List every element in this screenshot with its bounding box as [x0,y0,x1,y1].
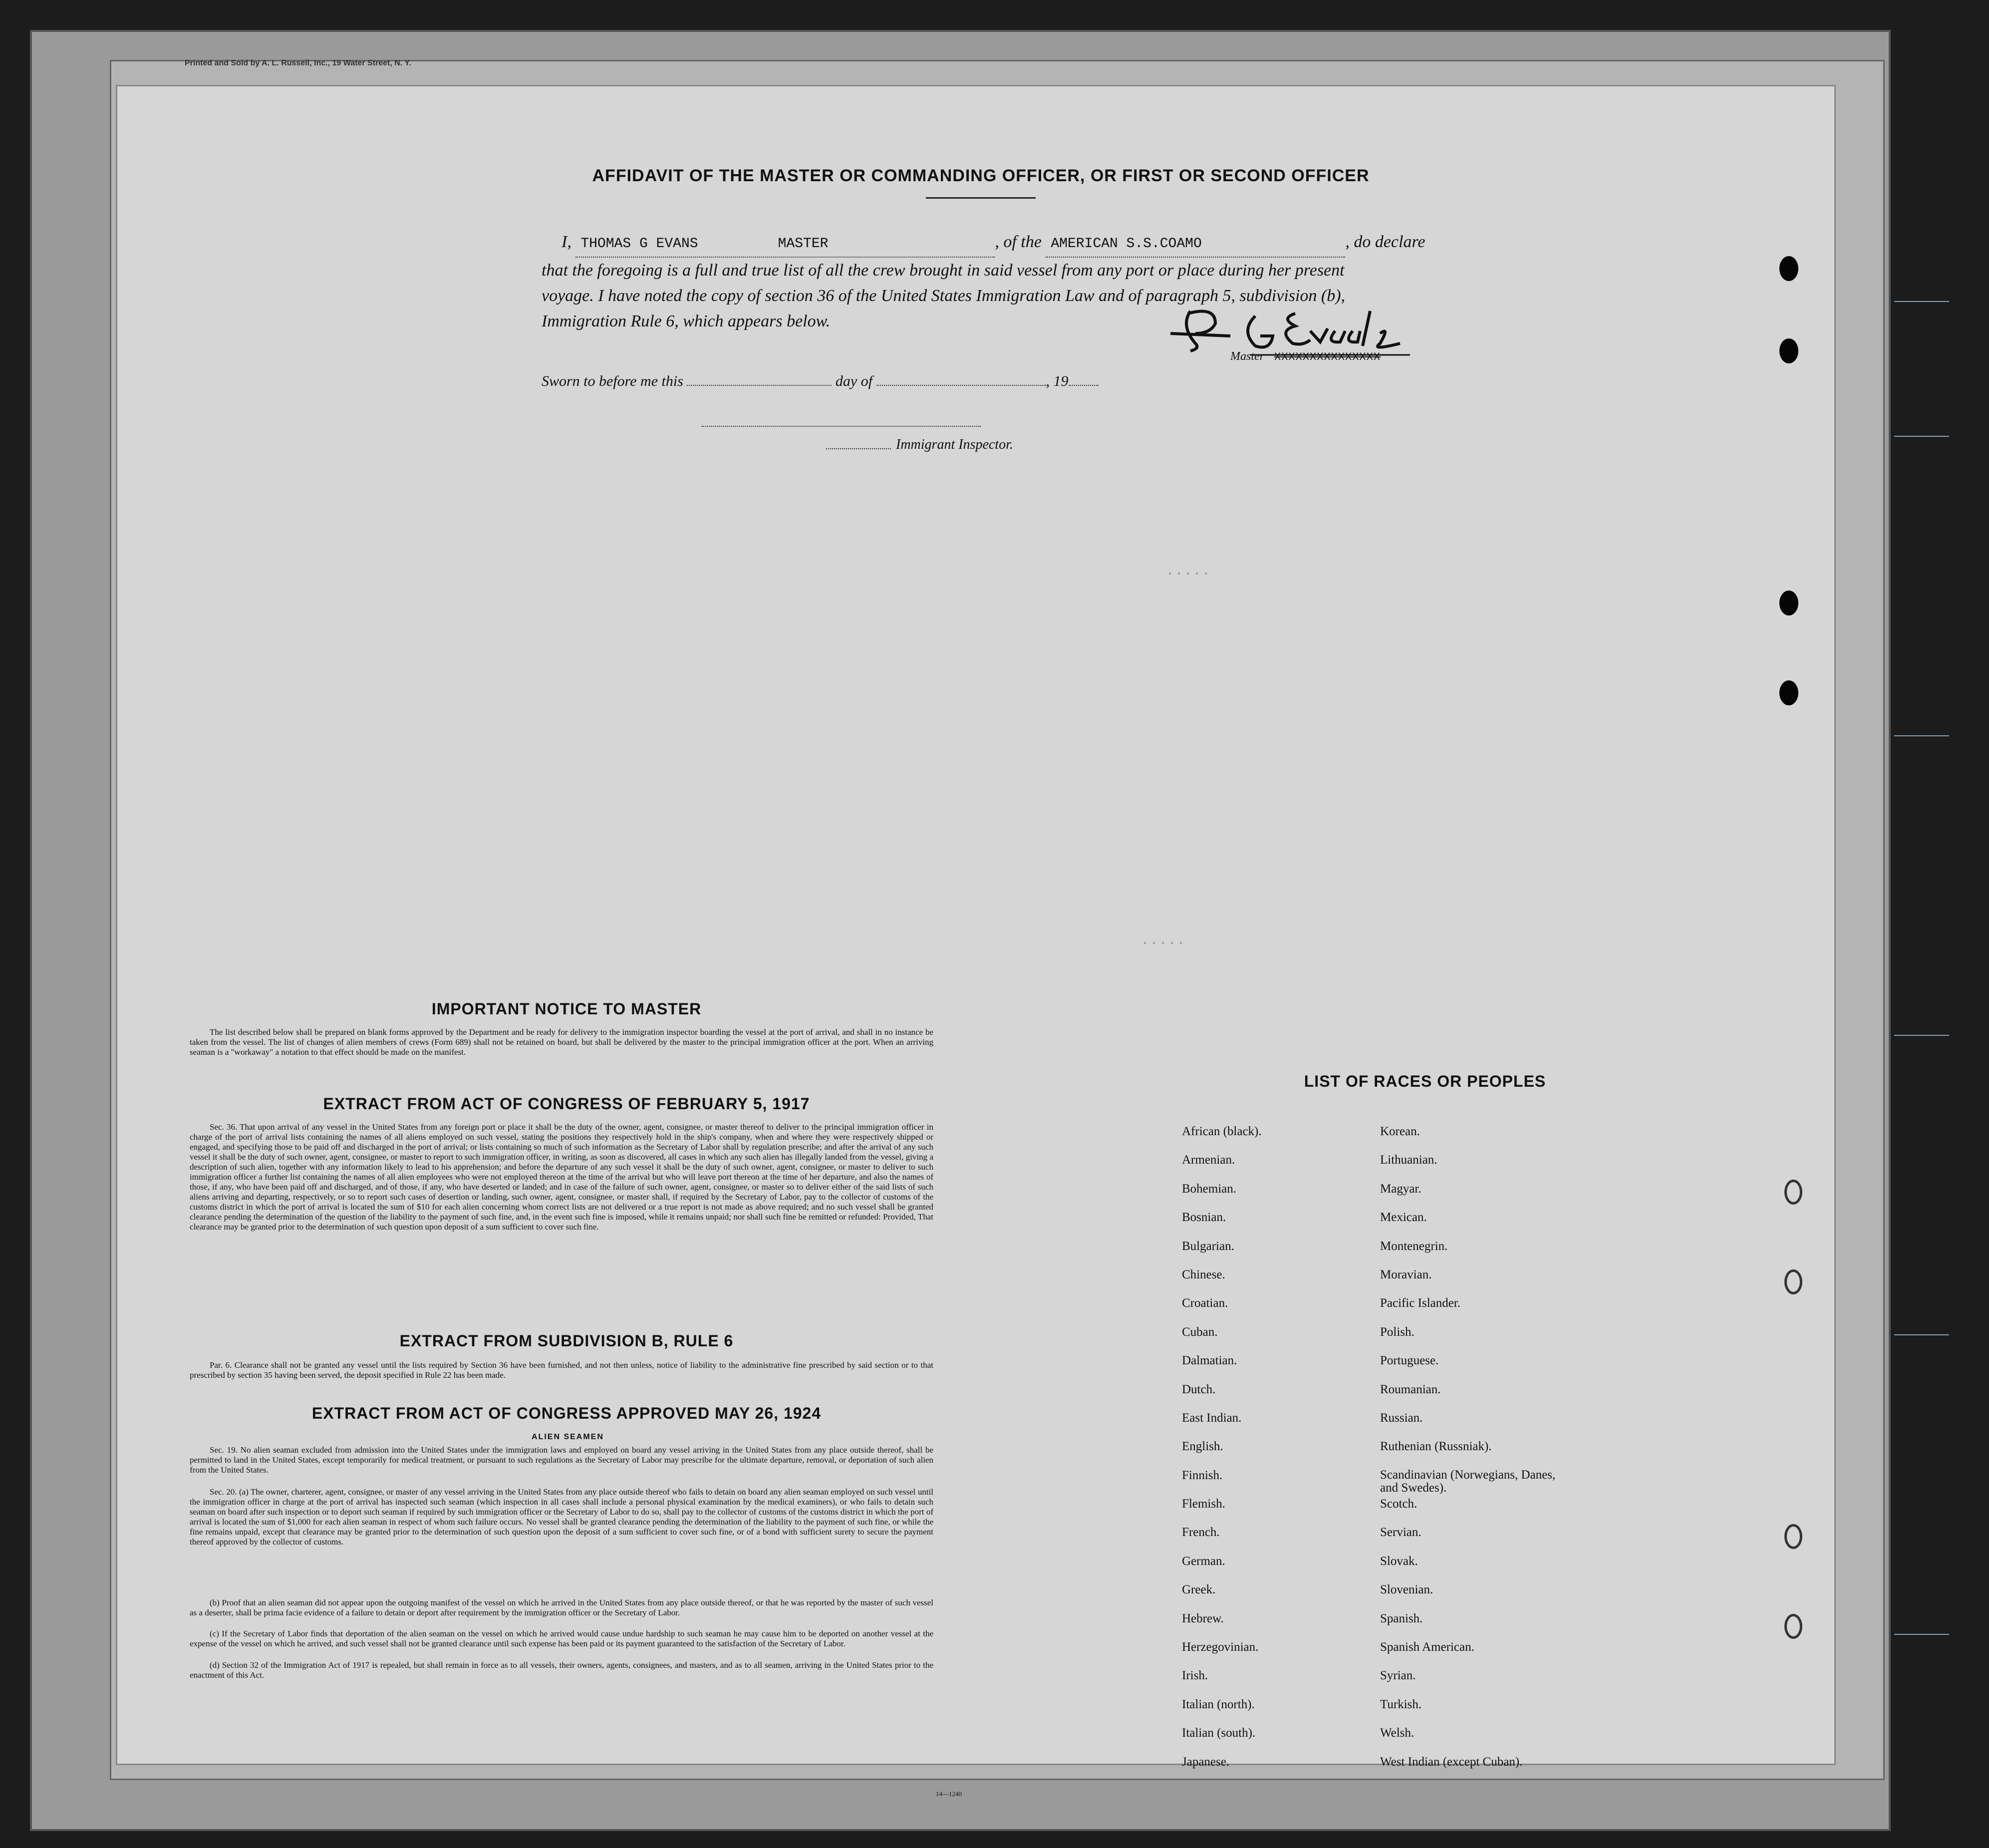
races-title: LIST OF RACES OR PEOPLES [1304,1072,1546,1090]
punch-hole-ring [1784,1269,1802,1294]
race-item: Hebrew. [1182,1611,1224,1625]
title-rule [926,197,1036,199]
punch-hole [1779,591,1798,616]
race-item: Chinese. [1182,1267,1225,1281]
printer-line: Printed and Sold by A. L. Russell, Inc., 19 Water Street, N. Y. [185,59,411,67]
i-label: I, [562,233,571,251]
declaration-line-1 [542,229,1480,258]
act-1924-sec20c: (c) If the Secretary of Labor finds that deportation of the alien seaman on the vessel on which he arrived would cause undue hardship to such seaman he may cause him to be deported on another vessel at the expense of the vessel on which he arrived, and such vessel shall not be granted clearance until such expense has been paid or its payment guaranteed to the satisfaction of the Secretary of Labor. [190,1629,933,1648]
act-1924-sec20b: (b) Proof that an alien seaman did not appear upon the outgoing manifest of the vessel on which he arrived in the United States from any place outside thereof, or that he was reported by the master of such vessel as a deserter, shall be prima facie evidence of a failure to detain or deport after requirement by the immigration officer or the Secretary of Labor. [190,1598,933,1617]
rule-6-title: EXTRACT FROM SUBDIVISION B, RULE 6 [399,1332,734,1350]
punch-hole [1779,680,1798,705]
inspector-label: Immigrant Inspector. [896,437,1013,452]
race-item: Korean. [1380,1125,1420,1138]
race-item: East Indian. [1182,1411,1242,1425]
alien-seamen-subtitle: ALIEN SEAMEN [532,1433,604,1441]
race-item: Bosnian. [1182,1211,1226,1225]
race-item: Spanish American. [1380,1640,1474,1654]
declaration-line-2: that the foregoing is a full and true list of all the crew brought in said vessel from any port or place during her present [542,261,1345,280]
race-item: Magyar. [1380,1182,1421,1196]
race-item: Moravian. [1380,1267,1432,1281]
race-item: Mexican. [1380,1211,1427,1225]
declaration-line-3: voyage. I have noted the copy of section 36 of the United States Immigration Law and of paragraph 5, subdivision (b), [542,287,1346,305]
act-1924-sec20d: (d) Section 32 of the Immigration Act of 1917 is repealed, but shall remain in force as to all vessels, their owners, agents, consignees, and masters, and as to all seamen, arriving in the United States prior to the enactment of this Act. [190,1660,933,1680]
race-item: Italian (north). [1182,1697,1255,1711]
sworn-month-blank [876,372,1046,386]
officer-rank: MASTER [778,236,829,252]
race-item: Japanese. [1182,1755,1230,1769]
race-item: Scotch. [1380,1497,1418,1511]
sworn-line [542,372,1099,390]
ruled-line [1894,735,1949,736]
inspector-signature-line [701,426,981,427]
races-left-column [1182,1125,1262,1784]
race-item: Welsh. [1380,1726,1415,1740]
of-the-label: , of the [995,233,1042,251]
race-item: Lithuanian. [1380,1153,1437,1167]
race-item: Servian. [1380,1526,1421,1540]
race-item: Finnish. [1182,1468,1223,1482]
act-1917-title: EXTRACT FROM ACT OF CONGRESS OF FEBRUARY 5, 1917 [323,1095,810,1113]
officer-name: THOMAS G EVANS [580,236,698,252]
punch-hole-ring [1784,1524,1802,1549]
race-item: English. [1182,1440,1223,1454]
race-item: Cuban. [1182,1325,1218,1339]
race-item: Slovenian. [1380,1583,1433,1597]
race-item: Italian (south). [1182,1726,1256,1740]
punch-hole-ring [1784,1180,1802,1205]
race-item: Portuguese. [1380,1354,1439,1368]
bleed-through-mark: ····· [1165,566,1211,583]
sworn-year-label: , 19 [1046,373,1069,389]
race-item: Dutch. [1182,1382,1216,1396]
race-item: Russian. [1380,1411,1423,1425]
race-item: Roumanian. [1380,1382,1441,1396]
race-item: Croatian. [1182,1296,1228,1310]
race-item: Turkish. [1380,1697,1422,1711]
vessel-field: AMERICAN S.S.COAMO [1046,231,1345,258]
sworn-day-label: day of [835,373,873,389]
notice-body: The list described below shall be prepared on blank forms approved by the Department and be ready for delivery to the immigration inspector boarding the vessel at the port of arrival, and shall in no instance be taken from the vessel. The list of changes of alien members of crews (Form 689) shall not be retained on board, but shall be delivered by the master to the principal immigration officer at the port. When an arriving seaman is a "workaway" a notation to that effect should be made on the manifest. [190,1027,933,1057]
sworn-year-blank [1069,372,1099,386]
act-1924-title: EXTRACT FROM ACT OF CONGRESS APPROVED MAY 26, 1924 [311,1404,822,1422]
race-item: West Indian (except Cuban). [1380,1755,1523,1769]
officer-field [575,231,995,258]
ruled-line [1894,436,1949,437]
race-item: Herzegovinian. [1182,1640,1259,1654]
act-1917-body: Sec. 36. That upon arrival of any vessel in the United States from any foreign port or place it shall be the duty of the owner, agent, consignee, or master thereof to deliver to the principal immigration officer in charge of the port of arrival lists containing the names of all aliens employed on such vessel, stating the positions they respectively hold in the ship's company, when and where they were respectively shipped or engaged, and specifying those to be paid off and discharged in the port of arrival; or lists containing so much of such information as the Secretary of Labor shall by regulation prescribe; and after the arrival of any such vessel it shall be the duty of such owner, agent, consignee, or master to report to such immigration officer, in writing, as soon as discovered, all cases in which any such alien has illegally landed from the vessel, giving a description of such alien, together with any information likely to lead to his apprehension; and before the departure of any such vessel it shall be the duty of such owner, agent, consignee, or master to deliver to such immigration officer a further list containing the names of all alien employees who were not employed thereon at the time of the arrival but who will leave port thereon at the time of her departure, and also the names of those, if any, who have been paid off and discharged, and of those, if any, who have deserted or landed; and in case of the failure of such owner, agent, consignee, or master so to deliver either of the said lists of such aliens arriving and departing, respectively, or so to report such cases of desertion or landing, such owner, agent, consignee, or master shall, if required by the Secretary of Labor, pay to the collector of customs of the customs district in which the port of arrival is located the sum of $10 for each alien concerning whom correct lists are not delivered or a true report is not made as above required; and no such vessel shall be granted clearance pending the determination of the question of the liability to the payment of such fine, and, in the event such fine is imposed, while it remains unpaid; nor shall such fine be remitted or refunded: Provided, That clearance may be granted prior to the determination of such question upon deposit of a sum sufficient to cover such fine. [190,1122,933,1232]
race-item: Dalmatian. [1182,1354,1237,1368]
race-item: German. [1182,1554,1225,1568]
master-struck-text: XXXXXXXXXXXXXXX [1274,351,1381,363]
do-declare-label: , do declare [1345,233,1425,251]
rule-6-body: Par. 6. Clearance shall not be granted any vessel until the lists required by Section 36 have been furnished, and not then unless, notice of liability to the administrative fine prescribed by said section or to that prescribed by section 35 having been served, the deposit specified in Rule 22 has been made. [190,1360,933,1380]
punch-hole [1779,338,1798,363]
sworn-prefix: Sworn to before me this [542,373,683,389]
race-item: Ruthenian (Russniak). [1380,1440,1492,1454]
ruled-line [1894,1334,1949,1335]
race-item: Flemish. [1182,1497,1225,1511]
act-1924-sec19: Sec. 19. No alien seaman excluded from admission into the United States under the immigration laws and employed on board any vessel arriving in the United States from any place outside thereof, shall be permitted to land in the United States, except temporarily for medical treatment, or pursuant to such regulations as the Secretary of Labor may prescribe for the ultimate departure, removal, or deportation of such alien from the United States. [190,1445,933,1475]
race-item: Slovak. [1380,1554,1418,1568]
race-item: Montenegrin. [1380,1239,1448,1253]
form-number: 14—1240 [936,1790,962,1798]
race-item: Bohemian. [1182,1182,1237,1196]
ruled-line [1894,1634,1949,1635]
bleed-through-mark: ····· [1140,935,1186,952]
manifest-page [116,85,1836,1798]
master-label: Master [1230,350,1264,363]
race-item: Pacific Islander. [1380,1296,1461,1310]
declaration-line-4: Immigration Rule 6, which appears below. [542,312,831,330]
race-item: African (black). [1182,1125,1262,1138]
race-item: Syrian. [1380,1669,1416,1683]
sworn-date-blank [687,372,832,386]
race-item: Spanish. [1380,1611,1423,1625]
races-right-column [1380,1125,1560,1784]
race-item: French. [1182,1526,1220,1540]
race-item: Bulgarian. [1182,1239,1234,1253]
ruled-line [1894,301,1949,302]
affidavit-title: AFFIDAVIT OF THE MASTER OR COMMANDING OFFICER, OR FIRST OR SECOND OFFICER [592,166,1370,185]
ruled-line [1894,1035,1949,1036]
race-item: Polish. [1380,1325,1415,1339]
race-item: Greek. [1182,1583,1216,1597]
race-item: Scandinavian (Norwegians, Danes, and Swedes). [1380,1468,1556,1495]
inspector-leader-line [826,448,891,449]
race-item: Armenian. [1182,1153,1235,1167]
act-1924-sec20a: Sec. 20. (a) The owner, charterer, agent, consignee, or master of any vessel arriving in the United States from any place outside thereof who fails to detain on board any alien seaman employed on such vessel until the immigration officer in charge at the port of arrival has inspected such seaman (which inspection in all cases shall include a personal physical examination by the medical examiners), or who fails to detain such seaman on board after such inspection or to deport such seaman if required by such immigration officer or the Secretary of Labor to do so, shall pay to the collector of customs of the customs district in which the port of arrival is located the sum of $1,000 for each alien seaman in respect of whom such failure occurs. No vessel shall be granted clearance pending the determination of the liability to the payment of such fine, or while the fine remains unpaid, except that clearance may be granted prior to the determination of such question upon the deposit of a sum sufficient to cover such fine, or of a bond with sufficient surety to secure the payment thereof approved by the collector of customs. [190,1487,933,1546]
race-item: Irish. [1182,1669,1208,1683]
notice-title: IMPORTANT NOTICE TO MASTER [431,1000,702,1018]
punch-hole [1779,256,1798,281]
punch-hole-ring [1784,1614,1802,1639]
